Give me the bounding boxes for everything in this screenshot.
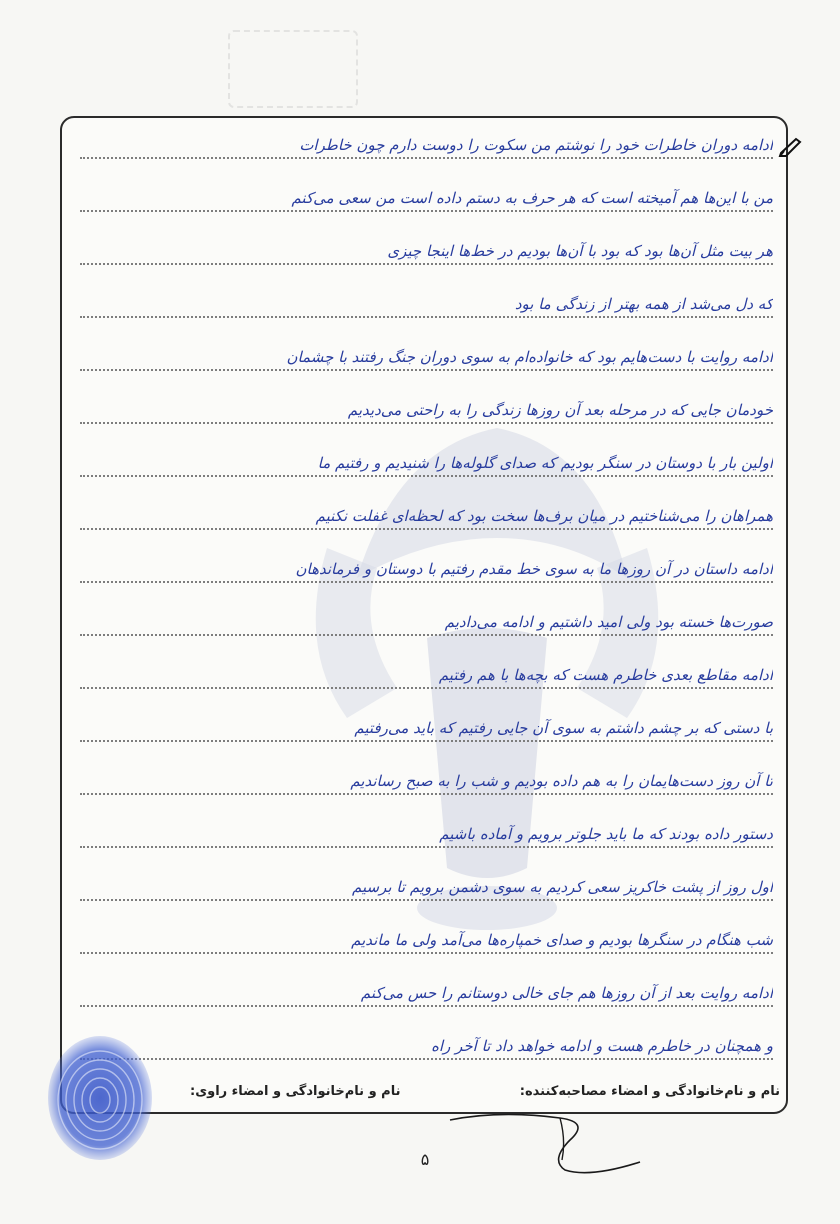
handwritten-line: که دل می‌شد از همه بهتر از زندگی ما بود xyxy=(80,290,773,318)
interviewer-signature-label: نام و نام‌خانوادگی و امضاء مصاحبه‌کننده: xyxy=(519,1084,780,1099)
handwritten-line: ادامه روایت بعد از آن روزها هم جای خالی دوستانم را حس می‌کنم xyxy=(80,979,773,1007)
handwritten-line: اولین بار با دوستان در سنگر بودیم که صدای گلوله‌ها را شنیدیم و رفتیم ما xyxy=(80,449,773,477)
handwritten-line: ادامه داستان در آن روزها ما به سوی خط مقدم رفتیم با دوستان و فرماندهان xyxy=(80,555,773,583)
handwritten-line: اول روز از پشت خاکریز سعی کردیم به سوی دشمن برویم تا برسیم xyxy=(80,873,773,901)
narrator-signature-label: نام و نام‌خانوادگی و امضاء راوی: xyxy=(190,1084,401,1099)
handwritten-line: ادامه دوران خاطرات خود را نوشتم من سکوت را دوست دارم چون خاطرات xyxy=(80,131,773,159)
handwritten-line: با دستی که بر چشم داشتم به سوی آن جایی رفتیم که باید می‌رفتیم xyxy=(80,714,773,742)
handwritten-line: صورت‌ها خسته بود ولی امید داشتیم و ادامه می‌دادیم xyxy=(80,608,773,636)
handwritten-line: شب هنگام در سنگرها بودیم و صدای خمپاره‌ها می‌آمد ولی ما ماندیم xyxy=(80,926,773,954)
handwritten-line: دستور داده بودند که ما باید جلوتر برویم و آماده باشیم xyxy=(80,820,773,848)
page-number: ۵ xyxy=(420,1150,430,1169)
handwritten-line: ادامه روایت با دست‌هایم بود که خانواده‌ام به سوی دوران جنگ رفتند با چشمان xyxy=(80,343,773,371)
handwritten-line: خودمان جایی که در مرحله بعد آن روزها زندگی را به راحتی می‌دیدیم xyxy=(80,396,773,424)
handwritten-line: من با این‌ها هم آمیخته است که هر حرف به دستم داده است من سعی می‌کنم xyxy=(80,184,773,212)
handwritten-line: ادامه مقاطع بعدی خاطرم هست که بچه‌ها با هم رفتیم xyxy=(80,661,773,689)
handwritten-line: تا آن روز دست‌هایمان را به هم داده بودیم و شب را به صبح رساندیم xyxy=(80,767,773,795)
fingerprint-icon xyxy=(38,1030,158,1165)
handwritten-line: و همچنان در خاطرم هست و ادامه خواهد داد تا آخر راه xyxy=(80,1032,773,1060)
signature-footer xyxy=(80,1084,780,1108)
handwritten-line: هر بیت مثل آن‌ها بود که بود با آن‌ها بودیم در خط‌ها اینجا چیزی xyxy=(80,237,773,265)
handwritten-line: همراهان را می‌شناختیم در میان برف‌ها سخت بود که لحظه‌ای غفلت نکنیم xyxy=(80,502,773,530)
signature-mark xyxy=(440,1100,660,1180)
